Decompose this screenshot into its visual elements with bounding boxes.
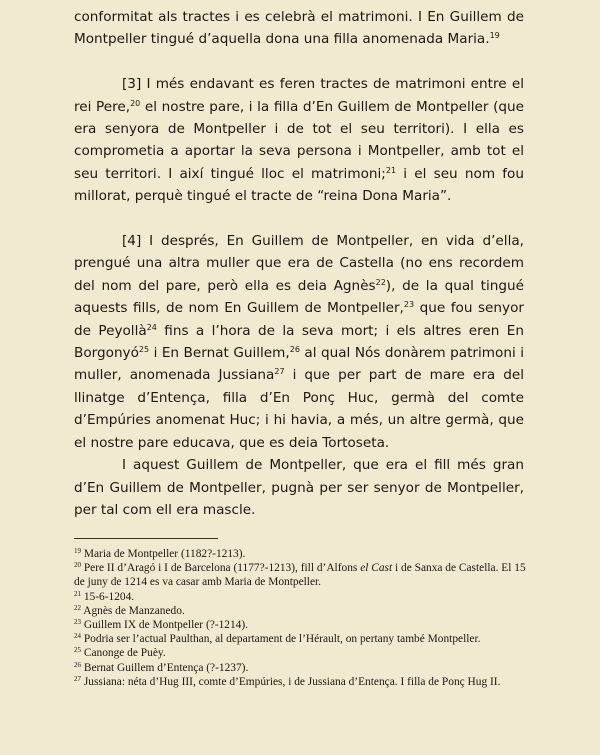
footnote-20: $^{20}$ Pere II d’Aragó i I de Barcelona (1177?-1213), fill d’Alfons el Cast i de Sanxa de Castella. El 15 de juny de 1214 es va casar amb Maria de Montpeller.: [74, 561, 526, 589]
footnote-ref-23[interactable]: 23: [403, 300, 415, 310]
footnote-ref-25[interactable]: 25: [138, 345, 150, 355]
footnotes: [74, 547, 529, 689]
footnote-ref-19[interactable]: 19: [489, 31, 500, 41]
section-number-3: [3]: [122, 76, 142, 93]
footnote-ref-20[interactable]: 20: [130, 98, 141, 108]
footnote-24: $^{24}$ Podria ser l’actual Paulthan, al departament de l’Hérault, on pertany també Montpeller.: [74, 632, 481, 646]
footnote-ref-24[interactable]: 24: [146, 322, 157, 332]
paragraph-5: I aquest Guillem de Montpeller, que era el fill més gran d’En Guillem de Montpeller, pugnà per ser senyor de Montpeller, per tal com ell era mascle.: [74, 457, 524, 518]
paragraph-4: [4] I després, En Guillem de Montpeller, en vida d’ella, prengué una altra muller que era de Castella (no ens recordem del nom del pare, però ella es deia Agnès$^{22}$), de la qual tingué aquests fills, de nom En Guillem de Montpeller,$^{23}$ que fou senyor de Peyollà$^{24}$ fins a l’hora de la seva mort; i els altres eren En Borgonyó$^{25}$ i En Bernat Guillem,$^{26}$ al qual Nós donàrem patrimoni i muller, anomenada Jussiana$^{27}$ i que per part de mare era del llinatge d’Entença, filla d’En Ponç Huc, germà del comte d’Empúries anomenat Huc; i hi havia, a més, un altre germà, que el nostre pare educava, que es deia Tortoseta.: [74, 233, 524, 451]
footnote-21: $^{21}$ 15-6-1204.: [74, 589, 135, 603]
footnote-25: $^{25}$ Canonge de Puèy.: [74, 646, 166, 660]
footnote-ref-21[interactable]: 21: [385, 165, 397, 175]
paragraph-continuation: conformitat als tractes i es celebrà el matrimoni. I En Guillem de Montpeller tingué d’aquella dona una filla anomenada Maria.$^{19}$: [74, 9, 524, 48]
footnote-ref-22[interactable]: 22: [375, 277, 386, 287]
section-number-4: [4]: [122, 233, 142, 250]
paragraph-3: [3] I més endavant es feren tractes de matrimoni entre el rei Pere,$^{20}$ el nostre pare, i la filla d’En Guillem de Montpeller (que era senyora de Montpeller i de tot el seu territori). I ella es comprometia a aportar la seva persona i Montpeller, amb tot el seu territori. I així tingué lloc el matrimoni;$^{21}$ i el seu nom fou millorat, perquè tingué el tracte de “reina Dona Maria”.: [74, 76, 524, 205]
footnote-23: $^{23}$ Guillem IX de Montpeller (?-1214).: [74, 618, 249, 632]
footnote-22: $^{22}$ Agnès de Manzanedo.: [74, 603, 185, 617]
footnote-separator: [74, 538, 218, 539]
footnote-19: $^{19}$ Maria de Montpeller (1182?-1213).: [74, 547, 246, 560]
footnote-ref-27[interactable]: 27: [274, 367, 285, 377]
footnote-26: $^{26}$ Bernat Guillem d’Entença (?-1237).: [74, 660, 249, 674]
footnote-ref-26[interactable]: 26: [289, 345, 300, 355]
main-text: [74, 6, 524, 521]
footnote-27: $^{27}$ Jussiana: néta d’Hug III, comte d’Empúries, i de Jussiana d’Entença. I filla de Ponç Hug II.: [74, 674, 501, 688]
